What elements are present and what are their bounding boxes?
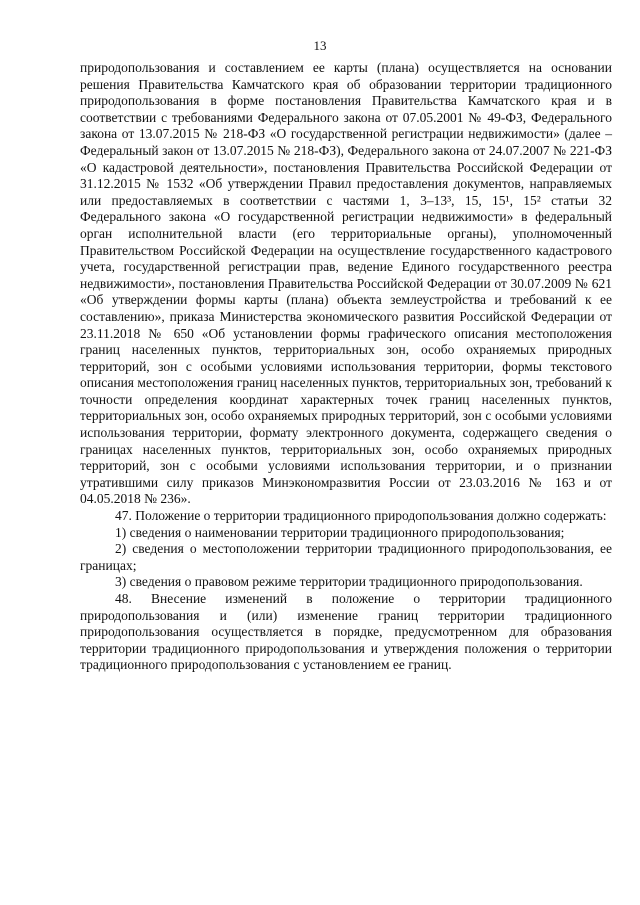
paragraph-clause-47: 47. Положение о территории традиционного природопользования должно содержать: [115, 508, 607, 524]
document-body [80, 60, 612, 674]
list-item: 1) сведения о наименовании территории традиционного природопользования; [115, 524, 565, 540]
paragraph-continuation: природопользования и составлением ее карты (плана) осуществляется на основании решения Правительства Камчатского края об образовании территории традиционного природопользования в форме постановления Правительства Камчатского края и в соответствии с требованиями Федерального закона от 07.05.2001 № 49-ФЗ, Федерального закона от 13.07.2015 № 218-ФЗ «О государственной регистрации недвижимости» (далее – Федеральный закон от 13.07.2015 № 218-ФЗ), Федерального закона от 24.07.2007 № 221-ФЗ «О кадастровой деятельности», постановления Правительства Российской Федерации от 31.12.2015 № 1532 «Об утверждении Правил предоставления документов, направляемых или предоставляемых в соответствии с частями 1, 3–13³, 15, 15¹, 15² статьи 32 Федерального закона «О государственной регистрации недвижимости» в федеральный орган исполнительной власти (его территориальные органы), уполномоченный Правительством Российской Федерации на осуществление государственного кадастрового учета, государственной регистрации прав, ведение Единого государственного реестра недвижимости», постановления Правительства Российской Федерации от 30.07.2009 № 621 «Об утверждении формы карты (плана) объекта землеустройства и требований к ее составлению», приказа Министерства экономического развития Российской Федерации от 23.11.2018 № 650 «Об установлении формы графического описания местоположения границ населенных пунктов, территориальных зон, особо охраняемых природных территорий, зон с особыми условиями использования территории, формы текстового описания местоположения границ населенных пунктов, территориальных зон, требований к точности определения координат характерных точек границ населенных пунктов, территориальных зон, особо охраняемых природных территорий, зон с особыми условиями использования территории, формату электронного документа, содержащего сведения о границах населенных пунктов, территориальных зон, особо охраняемых природных территорий, зон с особыми условиями использования территории, и о признании утратившими силу приказов Минэкономразвития России от 23.03.2016 № 163 и от 04.05.2018 № 236». [80, 60, 612, 507]
paragraph-clause-48: 48. Внесение изменений в положение о территории традиционного природопользования и (или) изменение границ территории традиционного природопользования осуществляется в порядке, предусмотренном для образования территории традиционного природопользования и утверждения положения о территории традиционного природопользования с установлением ее границ. [80, 591, 612, 673]
list-item: 2) сведения о местоположении территории традиционного природопользования, ее границах; [80, 541, 612, 573]
list-item: 3) сведения о правовом режиме территории традиционного природопользования. [115, 574, 583, 590]
page-number: 13 [313, 38, 327, 53]
